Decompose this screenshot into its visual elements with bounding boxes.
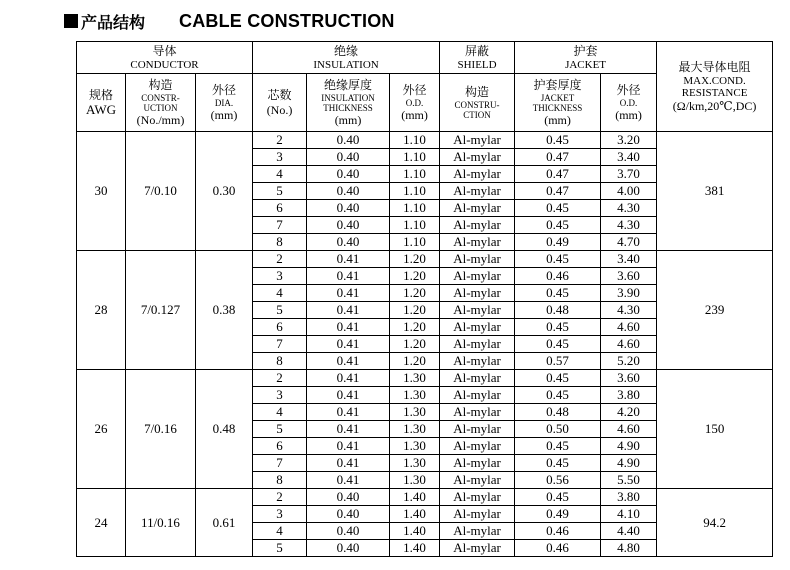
section-heading (64, 9, 395, 33)
construction-cell: 11/0.16 (126, 489, 196, 557)
insulation-od-cell: 1.30 (390, 421, 440, 438)
cores-cell: 2 (253, 132, 307, 149)
insulation-thickness-cell: 0.40 (307, 234, 390, 251)
jacket-od-cell: 3.40 (601, 149, 657, 166)
header-jacket-thickness: 护套厚度 JACKET THICKNESS (mm) (515, 74, 601, 132)
jacket-thickness-cell: 0.46 (515, 268, 601, 285)
jacket-thickness-cell: 0.45 (515, 455, 601, 472)
jacket-od-cell: 4.80 (601, 540, 657, 557)
cores-cell: 7 (253, 336, 307, 353)
jacket-thickness-cell: 0.57 (515, 353, 601, 370)
insulation-od-cell: 1.40 (390, 540, 440, 557)
insulation-od-cell: 1.40 (390, 489, 440, 506)
cores-cell: 3 (253, 506, 307, 523)
insulation-thickness-cell: 0.41 (307, 370, 390, 387)
jacket-thickness-cell: 0.45 (515, 387, 601, 404)
jacket-od-cell: 3.80 (601, 387, 657, 404)
jacket-od-cell: 4.20 (601, 404, 657, 421)
insulation-thickness-cell: 0.40 (307, 489, 390, 506)
jacket-thickness-cell: 0.50 (515, 421, 601, 438)
insulation-od-cell: 1.20 (390, 319, 440, 336)
header-cores: 芯数 (No.) (253, 74, 307, 132)
heading-title-en: CABLE CONSTRUCTION (179, 10, 395, 31)
shield-construction-cell: Al-mylar (440, 438, 515, 455)
cores-cell: 4 (253, 404, 307, 421)
shield-construction-cell: Al-mylar (440, 234, 515, 251)
jacket-thickness-cell: 0.48 (515, 404, 601, 421)
conductor-dia-cell: 0.38 (196, 251, 253, 370)
shield-construction-cell: Al-mylar (440, 489, 515, 506)
header-jacket: 护套 JACKET (515, 42, 657, 74)
cores-cell: 8 (253, 234, 307, 251)
insulation-od-cell: 1.30 (390, 404, 440, 421)
cores-cell: 2 (253, 370, 307, 387)
insulation-thickness-cell: 0.41 (307, 455, 390, 472)
shield-construction-cell: Al-mylar (440, 217, 515, 234)
conductor-dia-cell: 0.30 (196, 132, 253, 251)
shield-construction-cell: Al-mylar (440, 166, 515, 183)
insulation-od-cell: 1.20 (390, 285, 440, 302)
jacket-thickness-cell: 0.45 (515, 336, 601, 353)
jacket-thickness-cell: 0.56 (515, 472, 601, 489)
insulation-thickness-cell: 0.40 (307, 132, 390, 149)
jacket-thickness-cell: 0.46 (515, 523, 601, 540)
shield-construction-cell: Al-mylar (440, 149, 515, 166)
shield-construction-cell: Al-mylar (440, 302, 515, 319)
cores-cell: 5 (253, 183, 307, 200)
jacket-od-cell: 4.90 (601, 455, 657, 472)
insulation-thickness-cell: 0.41 (307, 302, 390, 319)
insulation-thickness-cell: 0.41 (307, 353, 390, 370)
jacket-od-cell: 5.50 (601, 472, 657, 489)
shield-construction-cell: Al-mylar (440, 353, 515, 370)
header-insulation-thickness: 绝缘厚度 INSULATION THICKNESS (mm) (307, 74, 390, 132)
construction-cell: 7/0.10 (126, 132, 196, 251)
jacket-od-cell: 4.30 (601, 217, 657, 234)
max-resistance-cell: 239 (657, 251, 773, 370)
jacket-thickness-cell: 0.45 (515, 251, 601, 268)
shield-construction-cell: Al-mylar (440, 251, 515, 268)
jacket-od-cell: 3.80 (601, 489, 657, 506)
insulation-thickness-cell: 0.40 (307, 523, 390, 540)
header-insulation-od: 外径 O.D. (mm) (390, 74, 440, 132)
insulation-od-cell: 1.10 (390, 149, 440, 166)
cores-cell: 4 (253, 523, 307, 540)
insulation-od-cell: 1.10 (390, 234, 440, 251)
table-row (77, 132, 773, 149)
header-construction: 构造 CONSTR- UCTION (No./mm) (126, 74, 196, 132)
cores-cell: 7 (253, 455, 307, 472)
insulation-od-cell: 1.30 (390, 438, 440, 455)
insulation-od-cell: 1.30 (390, 472, 440, 489)
insulation-thickness-cell: 0.40 (307, 200, 390, 217)
insulation-od-cell: 1.20 (390, 353, 440, 370)
jacket-thickness-cell: 0.47 (515, 149, 601, 166)
insulation-thickness-cell: 0.41 (307, 268, 390, 285)
cores-cell: 3 (253, 268, 307, 285)
jacket-od-cell: 4.90 (601, 438, 657, 455)
insulation-od-cell: 1.30 (390, 387, 440, 404)
insulation-od-cell: 1.10 (390, 132, 440, 149)
insulation-thickness-cell: 0.41 (307, 387, 390, 404)
cores-cell: 3 (253, 387, 307, 404)
header-shield-construction: 构造 CONSTRU- CTION (440, 74, 515, 132)
insulation-thickness-cell: 0.40 (307, 506, 390, 523)
jacket-od-cell: 3.60 (601, 370, 657, 387)
insulation-thickness-cell: 0.41 (307, 251, 390, 268)
jacket-thickness-cell: 0.48 (515, 302, 601, 319)
table-row (77, 489, 773, 506)
header-awg: 规格 AWG (77, 74, 126, 132)
max-resistance-cell: 94.2 (657, 489, 773, 557)
jacket-thickness-cell: 0.49 (515, 234, 601, 251)
shield-construction-cell: Al-mylar (440, 472, 515, 489)
awg-cell: 30 (77, 132, 126, 251)
shield-construction-cell: Al-mylar (440, 132, 515, 149)
insulation-thickness-cell: 0.41 (307, 336, 390, 353)
insulation-thickness-cell: 0.41 (307, 319, 390, 336)
insulation-thickness-cell: 0.40 (307, 183, 390, 200)
jacket-od-cell: 3.20 (601, 132, 657, 149)
awg-cell: 24 (77, 489, 126, 557)
jacket-od-cell: 4.40 (601, 523, 657, 540)
shield-construction-cell: Al-mylar (440, 404, 515, 421)
jacket-thickness-cell: 0.45 (515, 370, 601, 387)
insulation-od-cell: 1.30 (390, 455, 440, 472)
construction-cell: 7/0.127 (126, 251, 196, 370)
awg-cell: 26 (77, 370, 126, 489)
shield-construction-cell: Al-mylar (440, 336, 515, 353)
jacket-thickness-cell: 0.45 (515, 285, 601, 302)
cores-cell: 5 (253, 540, 307, 557)
jacket-od-cell: 4.60 (601, 319, 657, 336)
shield-construction-cell: Al-mylar (440, 285, 515, 302)
jacket-thickness-cell: 0.49 (515, 506, 601, 523)
jacket-thickness-cell: 0.45 (515, 438, 601, 455)
jacket-od-cell: 4.10 (601, 506, 657, 523)
cores-cell: 6 (253, 200, 307, 217)
max-resistance-cell: 381 (657, 132, 773, 251)
header-max-resistance: 最大导体电阻 MAX.COND. RESISTANCE (Ω/km,20℃,DC) (657, 42, 773, 132)
insulation-thickness-cell: 0.41 (307, 421, 390, 438)
table-row (77, 370, 773, 387)
shield-construction-cell: Al-mylar (440, 523, 515, 540)
cores-cell: 6 (253, 319, 307, 336)
insulation-od-cell: 1.20 (390, 336, 440, 353)
insulation-od-cell: 1.40 (390, 523, 440, 540)
insulation-od-cell: 1.20 (390, 268, 440, 285)
jacket-od-cell: 3.60 (601, 268, 657, 285)
insulation-od-cell: 1.30 (390, 370, 440, 387)
header-conductor-dia: 外径 DIA. (mm) (196, 74, 253, 132)
insulation-thickness-cell: 0.41 (307, 438, 390, 455)
shield-construction-cell: Al-mylar (440, 455, 515, 472)
insulation-od-cell: 1.10 (390, 183, 440, 200)
awg-cell: 28 (77, 251, 126, 370)
cores-cell: 5 (253, 302, 307, 319)
shield-construction-cell: Al-mylar (440, 268, 515, 285)
jacket-od-cell: 5.20 (601, 353, 657, 370)
cores-cell: 2 (253, 489, 307, 506)
jacket-od-cell: 4.60 (601, 336, 657, 353)
black-square-icon (64, 14, 78, 28)
conductor-dia-cell: 0.48 (196, 370, 253, 489)
shield-construction-cell: Al-mylar (440, 200, 515, 217)
header-insulation: 绝缘 INSULATION (253, 42, 440, 74)
jacket-thickness-cell: 0.47 (515, 183, 601, 200)
jacket-od-cell: 4.00 (601, 183, 657, 200)
jacket-thickness-cell: 0.45 (515, 132, 601, 149)
insulation-thickness-cell: 0.41 (307, 404, 390, 421)
jacket-od-cell: 4.30 (601, 200, 657, 217)
shield-construction-cell: Al-mylar (440, 421, 515, 438)
shield-construction-cell: Al-mylar (440, 387, 515, 404)
shield-construction-cell: Al-mylar (440, 370, 515, 387)
cores-cell: 8 (253, 472, 307, 489)
insulation-od-cell: 1.20 (390, 302, 440, 319)
construction-cell: 7/0.16 (126, 370, 196, 489)
jacket-thickness-cell: 0.45 (515, 489, 601, 506)
insulation-thickness-cell: 0.40 (307, 217, 390, 234)
jacket-thickness-cell: 0.45 (515, 217, 601, 234)
header-shield: 屏蔽 SHIELD (440, 42, 515, 74)
shield-construction-cell: Al-mylar (440, 540, 515, 557)
max-resistance-cell: 150 (657, 370, 773, 489)
insulation-od-cell: 1.10 (390, 217, 440, 234)
jacket-od-cell: 4.70 (601, 234, 657, 251)
cores-cell: 8 (253, 353, 307, 370)
insulation-od-cell: 1.10 (390, 200, 440, 217)
header-jacket-od: 外径 O.D. (mm) (601, 74, 657, 132)
insulation-thickness-cell: 0.40 (307, 540, 390, 557)
jacket-od-cell: 3.70 (601, 166, 657, 183)
insulation-thickness-cell: 0.41 (307, 472, 390, 489)
shield-construction-cell: Al-mylar (440, 506, 515, 523)
cores-cell: 6 (253, 438, 307, 455)
insulation-thickness-cell: 0.40 (307, 149, 390, 166)
cores-cell: 4 (253, 285, 307, 302)
insulation-thickness-cell: 0.40 (307, 166, 390, 183)
jacket-thickness-cell: 0.45 (515, 319, 601, 336)
cores-cell: 4 (253, 166, 307, 183)
insulation-od-cell: 1.10 (390, 166, 440, 183)
shield-construction-cell: Al-mylar (440, 183, 515, 200)
jacket-od-cell: 4.60 (601, 421, 657, 438)
cores-cell: 2 (253, 251, 307, 268)
shield-construction-cell: Al-mylar (440, 319, 515, 336)
jacket-thickness-cell: 0.46 (515, 540, 601, 557)
heading-title-cn: 产品结构 (81, 12, 146, 32)
jacket-od-cell: 3.40 (601, 251, 657, 268)
conductor-dia-cell: 0.61 (196, 489, 253, 557)
table-row (77, 251, 773, 268)
jacket-od-cell: 3.90 (601, 285, 657, 302)
cores-cell: 7 (253, 217, 307, 234)
jacket-thickness-cell: 0.47 (515, 166, 601, 183)
jacket-thickness-cell: 0.45 (515, 200, 601, 217)
insulation-thickness-cell: 0.41 (307, 285, 390, 302)
jacket-od-cell: 4.30 (601, 302, 657, 319)
header-conductor: 导体 CONDUCTOR (77, 42, 253, 74)
cores-cell: 5 (253, 421, 307, 438)
insulation-od-cell: 1.40 (390, 506, 440, 523)
cores-cell: 3 (253, 149, 307, 166)
cable-construction-table (76, 41, 773, 557)
insulation-od-cell: 1.20 (390, 251, 440, 268)
